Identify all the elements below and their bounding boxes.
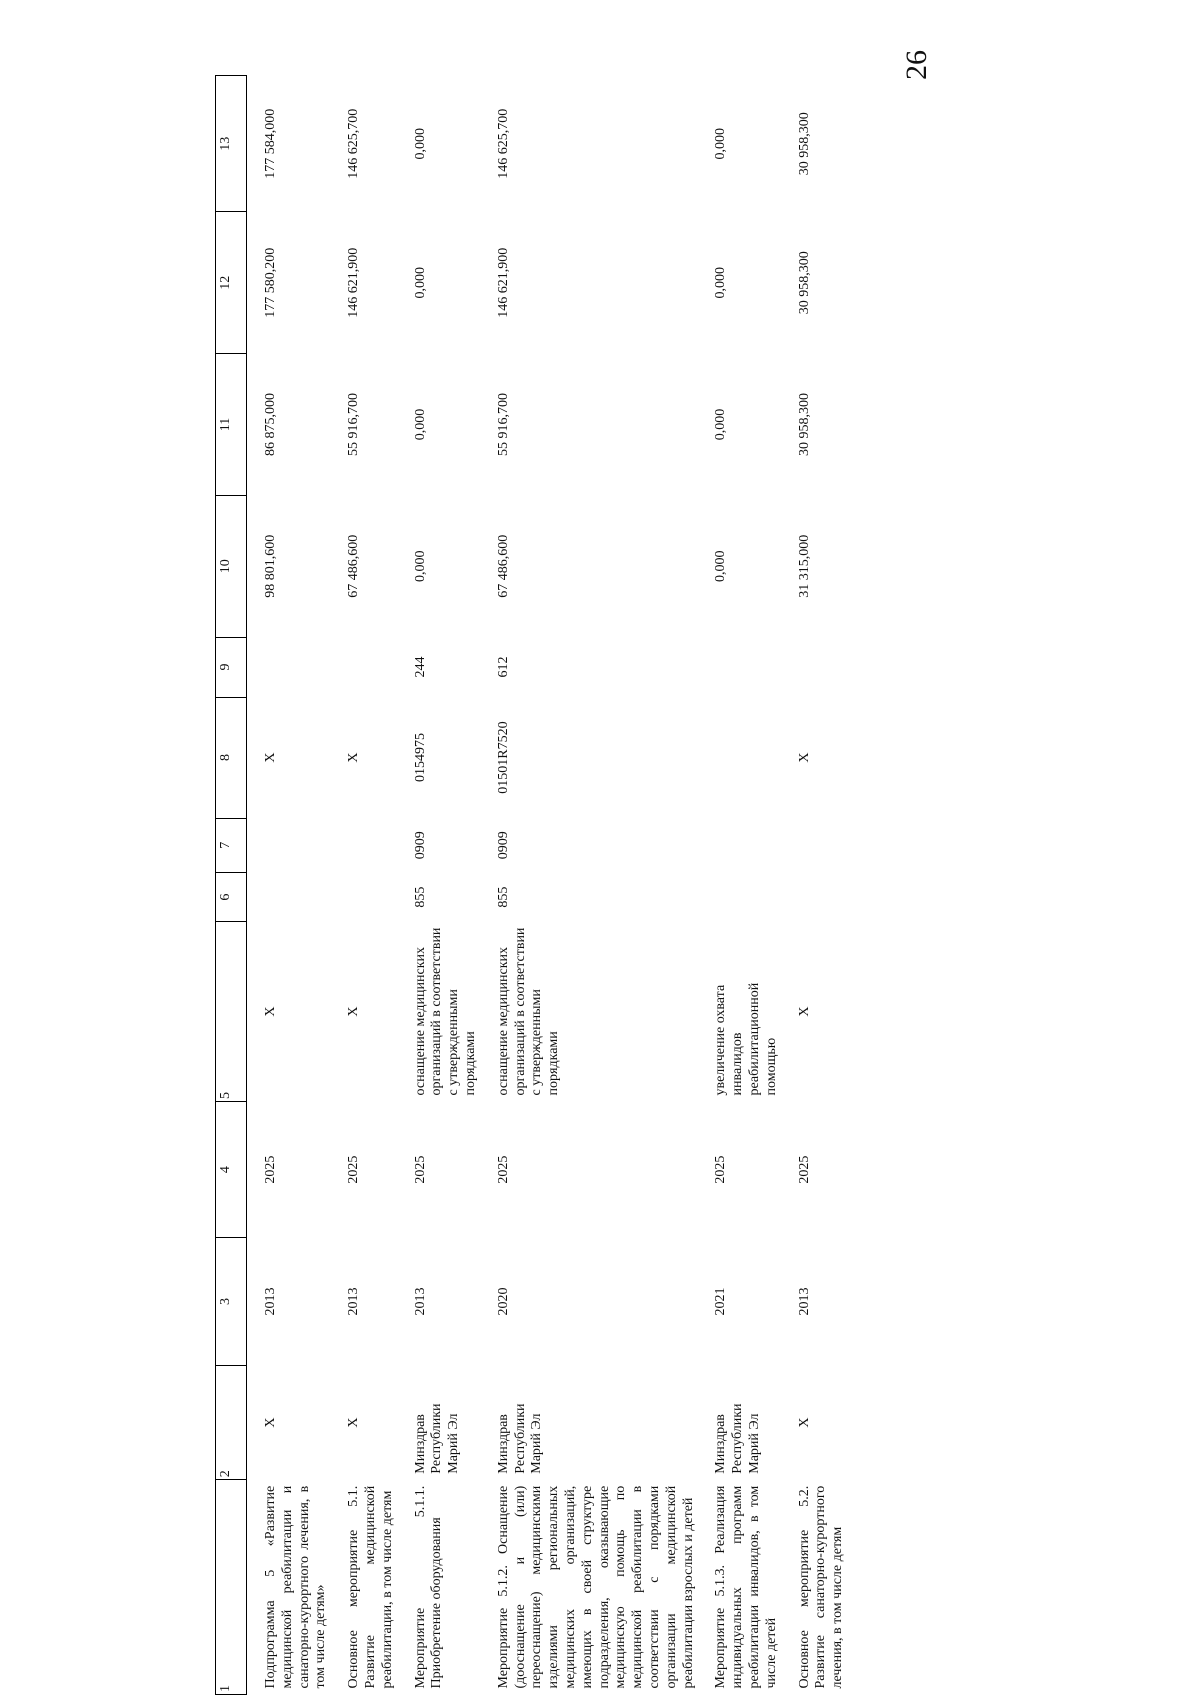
executor-cell: Минздрав Республики Марий Эл bbox=[713, 1403, 762, 1474]
table-row bbox=[787, 76, 853, 1695]
start-year-cell: 2020 bbox=[495, 1287, 511, 1316]
start-year-cell: 2013 bbox=[263, 1287, 278, 1316]
program-name-cell: Подпрограмма 5 «Развитие медицинской реабилитации и санаторно-курортного лечения, в том числе детям» bbox=[263, 1485, 329, 1689]
header-col-9: 9 bbox=[216, 637, 247, 697]
amount-cell-11: 30 958,300 bbox=[796, 392, 812, 456]
code-type-cell bbox=[787, 637, 853, 697]
code-target-cell bbox=[703, 697, 786, 818]
amount-cell-10: 0,000 bbox=[412, 550, 428, 582]
code-type-cell: 244 bbox=[412, 656, 428, 678]
code-target-cell: X bbox=[346, 752, 362, 763]
code-type-cell bbox=[247, 637, 337, 697]
end-year-cell: 2025 bbox=[263, 1155, 278, 1184]
executor-cell: Минздрав Республики Марий Эл bbox=[412, 1403, 462, 1474]
code-section-cell: 0909 bbox=[495, 831, 511, 860]
header-col-7: 7 bbox=[216, 818, 247, 873]
result-cell: X bbox=[796, 1006, 812, 1017]
amount-cell-12: 177 580,200 bbox=[263, 247, 278, 318]
code-section-cell: 0909 bbox=[412, 831, 428, 860]
header-col-2: 2 bbox=[216, 1365, 247, 1479]
amount-cell-10: 67 486,600 bbox=[495, 534, 511, 598]
program-name-cell: Основное мероприятие 5.1. Развитие медицинской реабилитации, в том числе детям bbox=[346, 1485, 395, 1689]
amount-cell-13: 177 584,000 bbox=[263, 108, 278, 179]
start-year-cell: 2013 bbox=[346, 1287, 362, 1316]
amount-cell-11: 55 916,700 bbox=[495, 392, 511, 456]
code-type-cell: 612 bbox=[495, 656, 511, 678]
amount-cell-11: 0,000 bbox=[713, 408, 729, 441]
amount-cell-10: 67 486,600 bbox=[346, 534, 362, 598]
page-number: 26 bbox=[900, 50, 933, 80]
header-col-4: 4 bbox=[216, 1101, 247, 1237]
code-target-cell: X bbox=[796, 752, 812, 763]
program-name-cell: Мероприятие 5.1.2. Оснащение (дооснащение и (или) переоснащение) медицинскими изделиями региональных медицинских организаций, имеющих в своей структуре подразделения, оказывающие медицинскую помощь по медицинской реабилитации в соответствии с порядками организации медицинской реабилитации взрослых и детей bbox=[495, 1485, 696, 1689]
code-grbs-cell: 855 bbox=[495, 886, 511, 908]
code-grbs-cell bbox=[787, 873, 853, 922]
amount-cell-13: 146 625,700 bbox=[346, 108, 362, 179]
header-col-13: 13 bbox=[216, 76, 247, 212]
amount-cell-10: 98 801,600 bbox=[263, 534, 278, 598]
header-col-5: 5 bbox=[216, 922, 247, 1102]
amount-cell-13: 30 958,300 bbox=[796, 112, 812, 176]
header-col-11: 11 bbox=[216, 354, 247, 496]
code-target-cell: 01501R7520 bbox=[495, 721, 511, 794]
code-grbs-cell: 855 bbox=[412, 886, 428, 908]
code-section-cell bbox=[247, 818, 337, 873]
amount-cell-10: 0,000 bbox=[713, 550, 729, 582]
header-col-6: 6 bbox=[216, 873, 247, 922]
amount-cell-11: 86 875,000 bbox=[263, 392, 278, 456]
result-cell: X bbox=[263, 1006, 278, 1017]
amount-cell-11: 0,000 bbox=[412, 408, 428, 441]
end-year-cell: 2025 bbox=[412, 1155, 428, 1184]
start-year-cell: 2013 bbox=[412, 1287, 428, 1316]
header-col-8: 8 bbox=[216, 697, 247, 818]
table-row bbox=[703, 76, 786, 1695]
executor-cell: X bbox=[346, 1417, 362, 1428]
amount-cell-12: 146 621,900 bbox=[495, 247, 511, 318]
amount-cell-12: 146 621,900 bbox=[346, 247, 362, 318]
amount-cell-10: 31 315,000 bbox=[796, 534, 812, 598]
code-grbs-cell bbox=[336, 873, 402, 922]
executor-cell: X bbox=[796, 1417, 812, 1428]
program-name-cell: Мероприятие 5.1.3. Реализация индивидуальных программ реабилитации инвалидов, в том числе детей bbox=[713, 1485, 779, 1689]
header-col-3: 3 bbox=[216, 1238, 247, 1366]
result-cell: оснащение медицинских организаций в соответствии с утвержденными порядками bbox=[412, 927, 478, 1096]
header-row bbox=[216, 76, 247, 1695]
rotated-table-container bbox=[215, 75, 975, 1695]
amount-cell-13: 0,000 bbox=[713, 127, 729, 160]
code-section-cell bbox=[703, 818, 786, 873]
result-cell: оснащение медицинских организаций в соответствии с утвержденными порядками bbox=[495, 927, 562, 1096]
code-section-cell bbox=[336, 818, 402, 873]
program-table bbox=[215, 75, 853, 1695]
end-year-cell: 2025 bbox=[346, 1155, 362, 1184]
header-col-1: 1 bbox=[216, 1480, 247, 1695]
end-year-cell: 2025 bbox=[495, 1155, 511, 1184]
amount-cell-12: 0,000 bbox=[713, 267, 729, 299]
table-row bbox=[247, 76, 337, 1695]
program-name-cell: Мероприятие 5.1.1. Приобретение оборудования bbox=[412, 1485, 445, 1689]
code-grbs-cell bbox=[247, 873, 337, 922]
executor-cell: Минздрав Республики Марий Эл bbox=[495, 1403, 545, 1474]
result-cell: X bbox=[346, 1006, 362, 1017]
amount-cell-13: 146 625,700 bbox=[495, 108, 511, 179]
code-target-cell: X bbox=[263, 752, 278, 763]
code-type-cell bbox=[703, 637, 786, 697]
end-year-cell: 2025 bbox=[796, 1155, 812, 1184]
header-col-10: 10 bbox=[216, 495, 247, 637]
amount-cell-12: 30 958,300 bbox=[796, 251, 812, 315]
executor-cell: X bbox=[263, 1417, 278, 1428]
table-row bbox=[486, 76, 704, 1695]
end-year-cell: 2025 bbox=[713, 1155, 729, 1184]
amount-cell-12: 0,000 bbox=[412, 267, 428, 299]
program-name-cell: Основное мероприятие 5.2. Развитие санаторно-курортного лечения, в том числе детям bbox=[796, 1485, 846, 1689]
header-col-12: 12 bbox=[216, 212, 247, 354]
table-row bbox=[336, 76, 402, 1695]
code-section-cell bbox=[787, 818, 853, 873]
amount-cell-11: 55 916,700 bbox=[346, 392, 362, 456]
start-year-cell: 2013 bbox=[796, 1287, 812, 1316]
start-year-cell: 2021 bbox=[713, 1287, 729, 1316]
code-target-cell: 0154975 bbox=[412, 733, 428, 783]
result-cell: увеличение охвата инвалидов реабилитационной помощью bbox=[713, 982, 779, 1096]
table-row bbox=[403, 76, 486, 1695]
amount-cell-13: 0,000 bbox=[412, 127, 428, 160]
code-type-cell bbox=[336, 637, 402, 697]
code-grbs-cell bbox=[703, 873, 786, 922]
